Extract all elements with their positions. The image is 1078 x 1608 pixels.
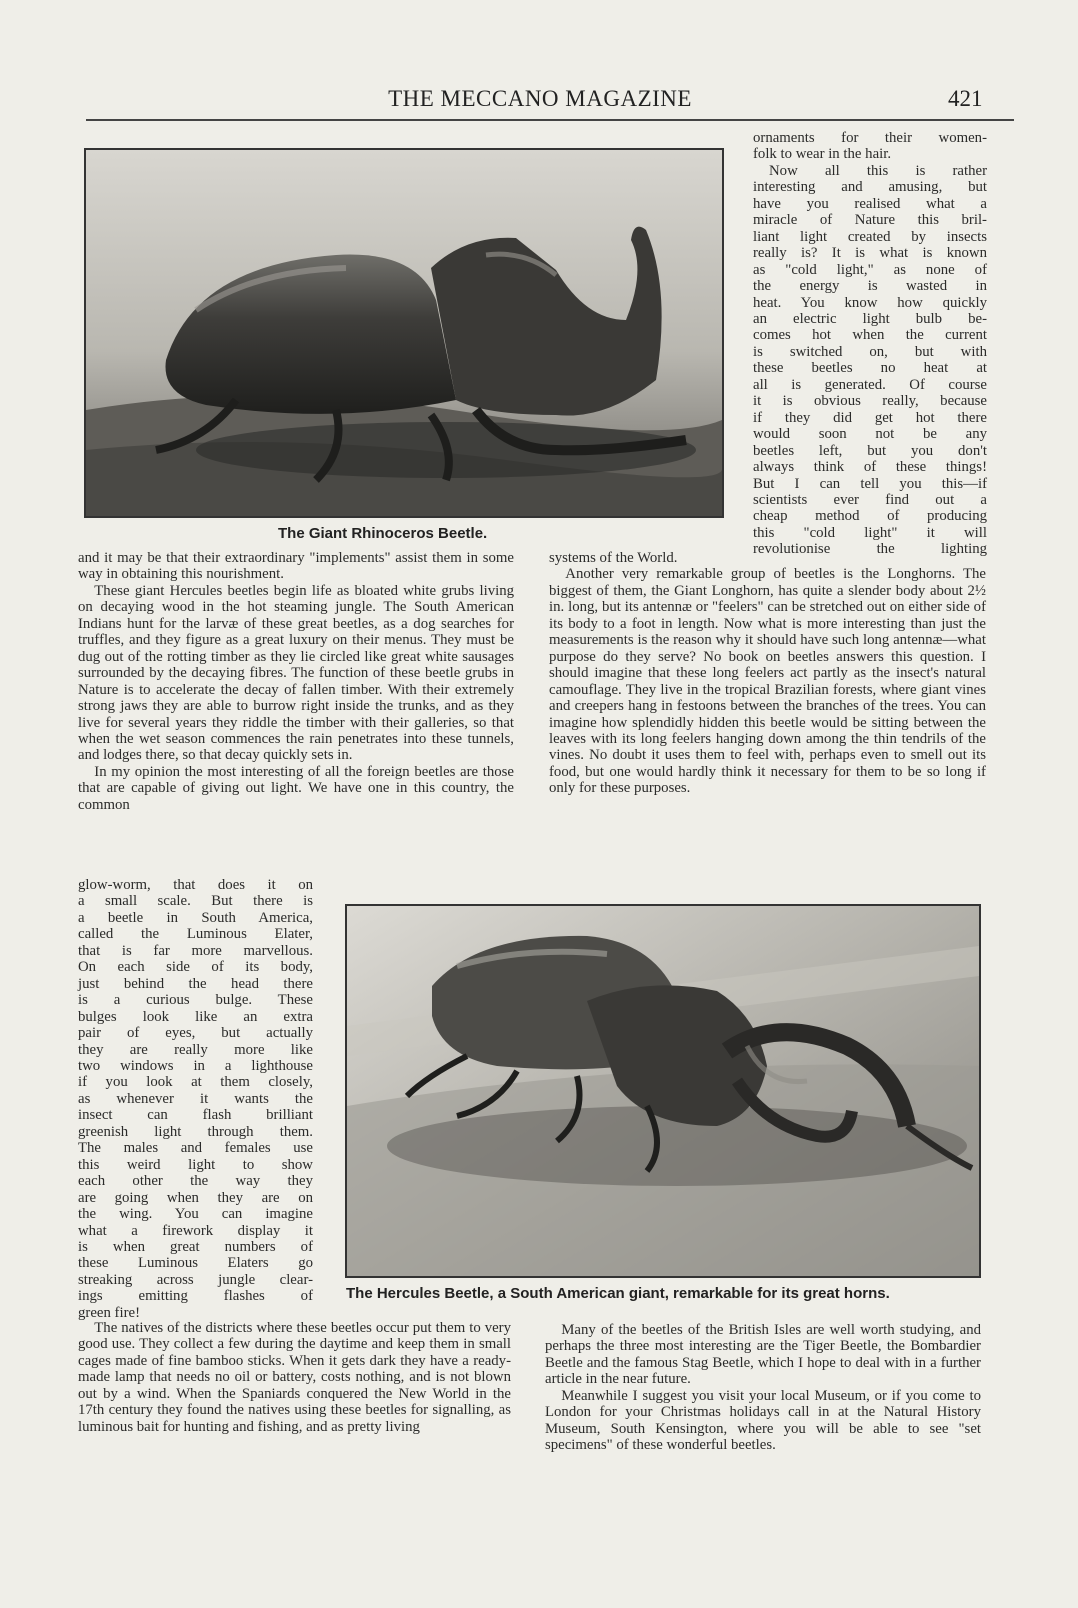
right-column-middle [549, 550, 986, 797]
paragraph: Meanwhile I suggest you visit your local Museum, or if you come to London for your Christmas holidays call in at the Natural History Museum, South Kensington, where you will be able to see "set specimens" of these wonderful beetles. [545, 1387, 981, 1454]
text-line: these beetles no heat at [753, 360, 987, 377]
text-line: miracle of Nature this bril- [753, 212, 987, 229]
paragraph: Many of the beetles of the British Isles are well worth studying, and perhaps the three most interesting are the Tiger Beetle, the Bombardier Beetle and the famous Stag Beetle, which I hope to deal with in a further article in the near future. [545, 1322, 981, 1388]
paragraph: Another very remarkable group of beetles is the Longhorns. The biggest of them, the Giant Longhorn, has quite a slender body about 2½ in. long, but its antennæ or "feelers" can be stretched out on either side of its body to a foot in length. Now what is more interesting than just the measurements is the reason why it should have such long antennæ—what purpose do they serve? No book on beetles answers this question. I should imagine that these long feelers act partly as the insect's natural camouflage. They live in the tropical Brazilian forests, where giant vines and creepers hang in festoons between the branches of the trees. You can imagine how splendidly hidden this beetle would be sitting between the leaves with its long feelers hanging down among the thin tendrils of the vines. No doubt it uses them to feel with, perhaps even to smell out its food, but one would hardly think it necessary for them to be so long if only for these purposes. [549, 566, 986, 797]
text-line: scientists ever find out a [753, 491, 987, 508]
text-line: just behind the head there [78, 975, 313, 992]
left-column-narrow [78, 877, 313, 1321]
right-column-top [753, 130, 987, 558]
text-line: these Luminous Elaters go [78, 1255, 313, 1272]
text-line: ornaments for their women- [753, 130, 987, 146]
header-rule [86, 119, 1014, 121]
text-line: On each side of its body, [78, 959, 313, 976]
text-line: pair of eyes, but actually [78, 1025, 313, 1042]
text-line: The males and females use [78, 1140, 313, 1157]
text-line: this "cold light" it will [753, 524, 987, 541]
rhinoceros-beetle-photo [84, 148, 724, 518]
page-number: 421 [948, 86, 983, 111]
text-line: revolutionise the lighting [753, 541, 987, 558]
text-line: each other the way they [78, 1173, 313, 1190]
text-line: always think of these things! [753, 459, 987, 476]
left-column-bottom [78, 1320, 511, 1435]
text-line: heat. You know how quickly [753, 294, 987, 311]
text-line: is a curious bulge. These [78, 992, 313, 1009]
text-line: if they did get hot there [753, 409, 987, 426]
text-line: the energy is wasted in [753, 278, 987, 295]
paragraph: systems of the World. [549, 550, 678, 566]
text-line: folk to wear in the hair. [753, 146, 892, 163]
text-line: insect can flash brilliant [78, 1107, 313, 1124]
text-line: really is? It is what is known [753, 245, 987, 262]
text-line: all is generated. Of course [753, 376, 987, 393]
text-line: cheap method of producing [753, 508, 987, 525]
text-line: ings emitting flashes of [78, 1288, 313, 1305]
text-line: a small scale. But there is [78, 893, 313, 910]
text-line: streaking across jungle clear- [78, 1271, 313, 1288]
text-line: a beetle in South America, [78, 909, 313, 926]
text-line: beetles left, but you don't [753, 442, 987, 459]
text-line: the wing. You can imagine [78, 1206, 313, 1223]
rhinoceros-beetle-caption: The Giant Rhinoceros Beetle. [278, 525, 488, 542]
text-line: this weird light to show [78, 1156, 313, 1173]
text-line: they are really more like [78, 1041, 313, 1058]
right-column-bottom [545, 1322, 981, 1454]
text-line: as "cold light," as none of [753, 261, 987, 278]
text-line: greenish light through them. [78, 1123, 313, 1140]
paragraph: These giant Hercules beetles begin life as bloated white grubs living on decaying wood in the hot steaming jungle. The South American Indians hunt for the larvæ of these great beetles, as a dog searches for truffles, and they figure as a great luxury on their menus. They must be dug out of the rotting timber as they lie circled like great white sausages surrounded by the decaying fibres. The function of these beetle grubs in Nature is to accelerate the decay of fallen timber. With their extremely strong jaws they are able to burrow right inside the trunks, and as they live for several years they riddle the timber with their galleries, so that when the wet season commences the rain penetrates into these tunnels, and lodges there, so that decay quickly sets in. [78, 582, 514, 764]
text-line: two windows in a lighthouse [78, 1057, 313, 1074]
text-line: if you look at them closely, [78, 1074, 313, 1091]
text-line: that is far more marvellous. [78, 942, 313, 959]
hercules-beetle-caption: The Hercules Beetle, a South American giant, remarkable for its great horns. [346, 1285, 890, 1302]
paragraph: The natives of the districts where these beetles occur put them to very good use. They collect a few during the daytime and keep them in small cages made of fine bamboo sticks. When it gets dark they have a ready-made lamp that needs no oil or battery, costs nothing, and is not blown out by a wind. When the Spaniards conquered the New World in the 17th century they found the natives using these beetles for signalling, as luminous bait for hunting and fishing, and as pretty living [78, 1320, 511, 1435]
left-column-top [78, 550, 514, 813]
paragraph: In my opinion the most interesting of all the foreign beetles are those that are capable of giving out light. We have one in this country, the common [78, 763, 514, 813]
text-line: interesting and amusing, but [753, 179, 987, 196]
text-line: is switched on, but with [753, 343, 987, 360]
magazine-title: THE MECCANO MAGAZINE [388, 86, 692, 111]
text-line: green fire! [78, 1304, 141, 1321]
paragraph: and it may be that their extraordinary "implements" assist them in some way in obtaining this nourishment. [78, 550, 514, 583]
text-line: are going when they are on [78, 1189, 313, 1206]
text-line: But I can tell you this—if [753, 475, 987, 492]
text-line: as whenever it wants the [78, 1090, 313, 1107]
text-line: bulges look like an extra [78, 1008, 313, 1025]
text-line: would soon not be any [753, 426, 987, 443]
text-line: is when great numbers of [78, 1238, 313, 1255]
text-line: what a firework display it [78, 1222, 313, 1239]
text-line: have you realised what a [753, 195, 987, 212]
text-line: comes hot when the current [753, 327, 987, 344]
text-line: it is obvious really, because [753, 393, 987, 410]
text-line: liant light created by insects [753, 228, 987, 245]
text-line: called the Luminous Elater, [78, 926, 313, 943]
text-line: an electric light bulb be- [753, 310, 987, 327]
hercules-beetle-photo [345, 904, 981, 1278]
text-line: Now all this is rather [769, 162, 987, 179]
text-line: glow-worm, that does it on [78, 877, 313, 893]
